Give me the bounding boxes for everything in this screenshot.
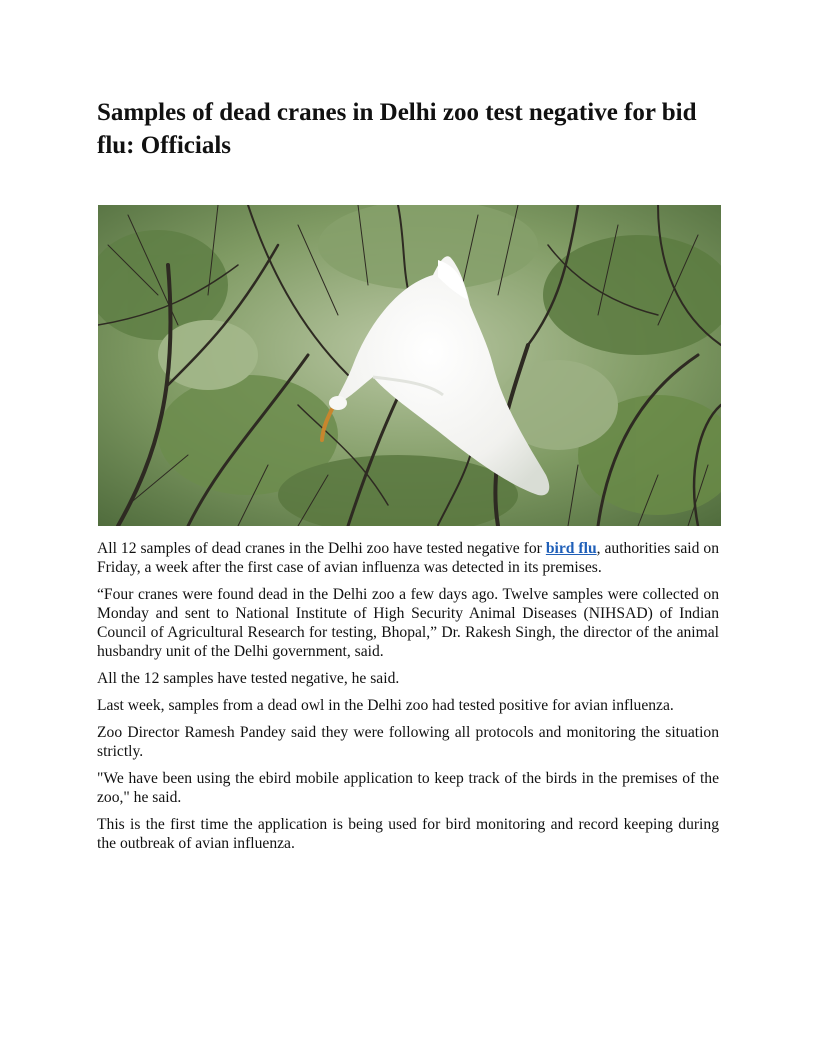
paragraph-2: “Four cranes were found dead in the Delhi zoo a few days ago. Twelve samples were collected on Monday and sent to National Institute of High Security Animal Diseases (NIHSAD) of Indian Council of Agricultural Research for testing, Bhopal,” Dr. Rakesh Singh, the director of the animal husbandry unit of the Delhi government, said.: [97, 586, 719, 660]
paragraph-1-text-start: All 12 samples of dead cranes in the Delhi zoo have tested negative for: [97, 540, 546, 557]
article-photo-crane-in-tree: [98, 205, 721, 526]
paragraph-6: "We have been using the ebird mobile application to keep track of the birds in the premises of the zoo," he said.: [97, 770, 719, 806]
paragraph-5: Zoo Director Ramesh Pandey said they were following all protocols and monitoring the situation strictly.: [97, 724, 719, 760]
paragraph-1: [97, 539, 719, 577]
paragraph-1-text-end: , authorities said on Friday, a week after the first case of avian influenza was detected in its premises.: [97, 540, 719, 576]
paragraph-7: This is the first time the application is being used for bird monitoring and record keeping during the outbreak of avian influenza.: [97, 816, 719, 852]
paragraph-4: Last week, samples from a dead owl in the Delhi zoo had tested positive for avian influenza.: [97, 697, 674, 714]
article-title: Samples of dead cranes in Delhi zoo test negative for bid flu: Officials: [97, 99, 697, 159]
article-body: [97, 539, 719, 861]
bird-flu-link[interactable]: bird flu: [545, 540, 597, 557]
paragraph-3: All the 12 samples have tested negative, he said.: [97, 670, 400, 687]
crane-photo-illustration: [98, 205, 721, 526]
